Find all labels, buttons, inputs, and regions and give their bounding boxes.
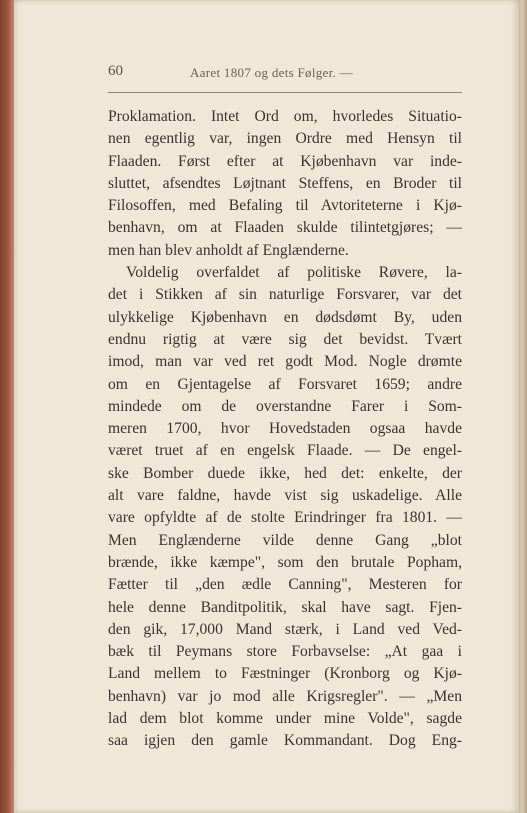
text-line: den gik, 17,000 Mand stærk, i Land ved Ved- <box>108 620 462 638</box>
text-line: Land mellem to Fæstninger (Kronborg og Kjø- <box>108 665 462 683</box>
text-line: brænde, ikke kæmpe", som den brutale Popham, <box>108 553 462 571</box>
page-number: 60 <box>108 63 123 79</box>
text-line: hele denne Banditpolitik, skal have sagt. Fjen- <box>108 598 462 616</box>
text-line: nen egentlig var, ingen Ordre med Hensyn til <box>108 130 462 148</box>
running-title: Aaret 1807 og dets Følger. — <box>190 65 353 80</box>
page-body-text <box>108 106 462 753</box>
text-line: endnu rigtig at være sig det bevidst. Tvært <box>108 330 462 348</box>
page-header <box>108 63 468 85</box>
text-line: ske Bomber duede ikke, hed det: enkelte, der <box>108 464 462 482</box>
text-line: Flaaden. Først efter at Kjøbenhavn var inde- <box>108 152 462 170</box>
header-rule <box>108 92 462 93</box>
text-line: men han blev anholdt af Englænderne. <box>108 241 349 259</box>
text-line: alt vare faldne, havde vist sig uskadelige. Alle <box>108 487 462 505</box>
text-line: Proklamation. Intet Ord om, hvorledes Situatio- <box>108 108 462 125</box>
text-line: vare opfyldte af de stolte Erindringer fra 1801. — <box>108 509 462 527</box>
text-line: lad dem blot komme under mine Volde", sagde <box>108 710 462 728</box>
text-line: Men Englænderne vilde denne Gang „blot <box>108 531 462 549</box>
text-line: Voldelig overfaldet af politiske Røvere, la- <box>126 264 462 282</box>
text-line: saa igjen den gamle Kommandant. Dog Eng- <box>108 732 462 750</box>
text-line: ulykkelige Kjøbenhavn en dødsdømt By, uden <box>108 308 462 326</box>
text-line: mindede om de overstandne Farer i Som- <box>108 397 462 415</box>
text-line: om en Gjentagelse af Forsvaret 1659; andre <box>108 375 462 393</box>
book-left-edge <box>0 0 14 813</box>
text-line: imod, man var ved ret godt Mod. Nogle drømte <box>108 353 462 371</box>
text-line: Fætter til „den ædle Canning", Mesteren for <box>108 576 462 594</box>
text-line: bæk til Peymans store Forbavselse: „At gaa i <box>108 643 462 661</box>
text-line: benhavn, om at Flaaden skulde tilintetgjøres; — <box>108 219 462 237</box>
text-line: meren 1700, hvor Hovedstaden ogsaa havde <box>108 420 462 438</box>
text-line: benhavn) var jo mod alle Krigsregler". — „Men <box>108 687 462 705</box>
text-line: Filosoffen, med Befaling til Avtoriteterne i Kjø- <box>108 197 462 215</box>
book-right-edge <box>519 0 527 813</box>
text-line: været truet af en engelsk Flaade. — De engel- <box>108 442 462 460</box>
text-line: sluttet, afsendtes Løjtnant Steffens, en Broder til <box>108 174 462 192</box>
text-line: det i Stikken af sin naturlige Forsvarer, var det <box>108 286 462 304</box>
